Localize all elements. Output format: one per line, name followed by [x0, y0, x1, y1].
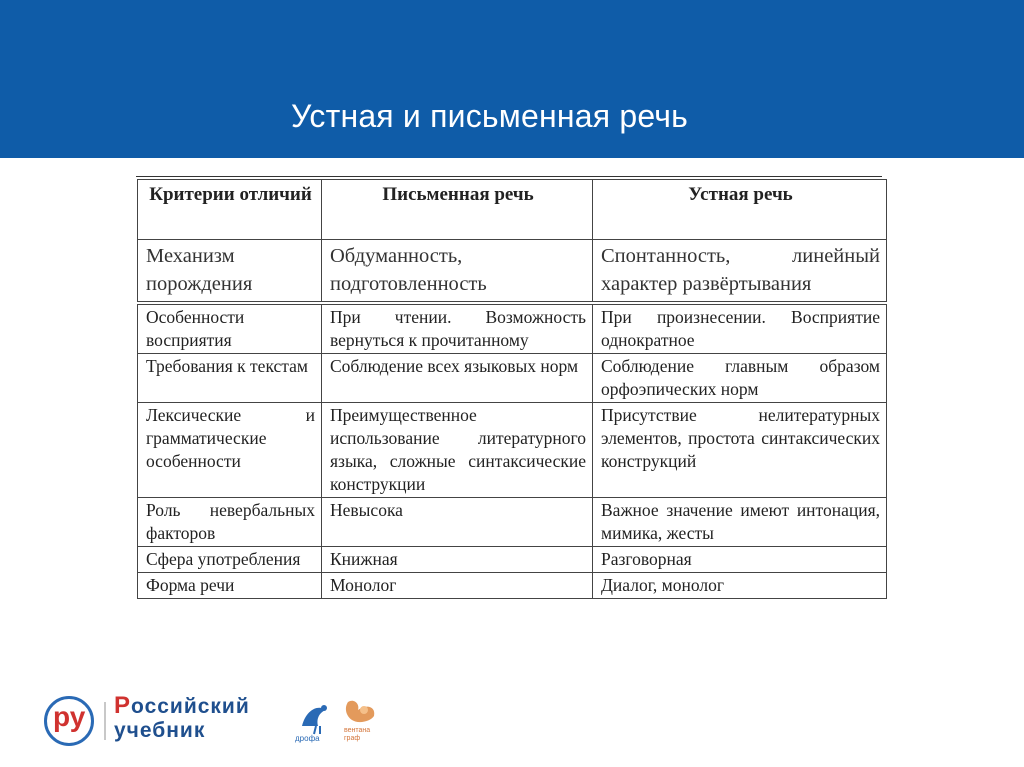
- slide-title: Устная и письменная речь: [291, 98, 689, 134]
- logo-line2: учебник: [114, 719, 206, 742]
- publisher-logo: [44, 694, 404, 750]
- brand-drofa: дрофа: [295, 734, 320, 743]
- table-cell: Диалог, монолог: [593, 573, 887, 599]
- brand-ventana-graf: вентана граф: [344, 727, 371, 742]
- table-row: [138, 305, 887, 354]
- table-cell: При чтении. Возможность вернуться к прочитанному: [322, 305, 593, 354]
- table-cell: Преимущественное использование литературного языка, сложные синтаксические конструкции: [322, 403, 593, 498]
- table-top-rule: [136, 176, 882, 177]
- table-header-row: [138, 180, 887, 240]
- header-written-speech: Письменная речь: [322, 180, 593, 240]
- logo-divider: [104, 702, 106, 740]
- logo-wordmark: [114, 694, 250, 743]
- table-row: [138, 573, 887, 599]
- table-cell: Разговорная: [593, 547, 887, 573]
- table-cell: Монолог: [322, 573, 593, 599]
- table-cell: Соблюдение главным образом орфоэпических норм: [593, 354, 887, 403]
- header-oral-speech: Устная речь: [593, 180, 887, 240]
- table-cell: Важное значение имеют интонация, мимика, жесты: [593, 498, 887, 547]
- table-cell: Лексические и грамматические особенности: [138, 403, 322, 498]
- table-cell: Требования к текстам: [138, 354, 322, 403]
- table-cell: Книжная: [322, 547, 593, 573]
- header-criteria: Критерии отличий: [138, 180, 322, 240]
- logo-ru-icon: ру: [53, 701, 86, 732]
- slide-header: [0, 0, 1024, 158]
- table-cell: Спонтанность, линейный характер развёртывания: [593, 240, 887, 302]
- table-row: [138, 547, 887, 573]
- table-row: [138, 498, 887, 547]
- table-cell: При произнесении. Восприятие однократное: [593, 305, 887, 354]
- table-cell: Особенности восприятия: [138, 305, 322, 354]
- table-cell: Роль невербальных факторов: [138, 498, 322, 547]
- table-cell: Соблюдение всех языковых норм: [322, 354, 593, 403]
- table-row: [138, 403, 887, 498]
- table-row: [138, 240, 887, 302]
- table-cell: Форма речи: [138, 573, 322, 599]
- logo-initial: Р: [114, 692, 132, 719]
- table-cell: Обдуманность, подготовленность: [322, 240, 593, 302]
- table-cell: Сфера употребления: [138, 547, 322, 573]
- logo-line1: оссийский: [131, 695, 250, 718]
- comparison-table-container: [137, 179, 886, 599]
- table-cell: Невысока: [322, 498, 593, 547]
- table-row: [138, 354, 887, 403]
- table-cell: Присутствие нелитературных элементов, простота синтаксических конструкций: [593, 403, 887, 498]
- comparison-table: [137, 179, 887, 599]
- table-cell: Механизм порождения: [138, 240, 322, 302]
